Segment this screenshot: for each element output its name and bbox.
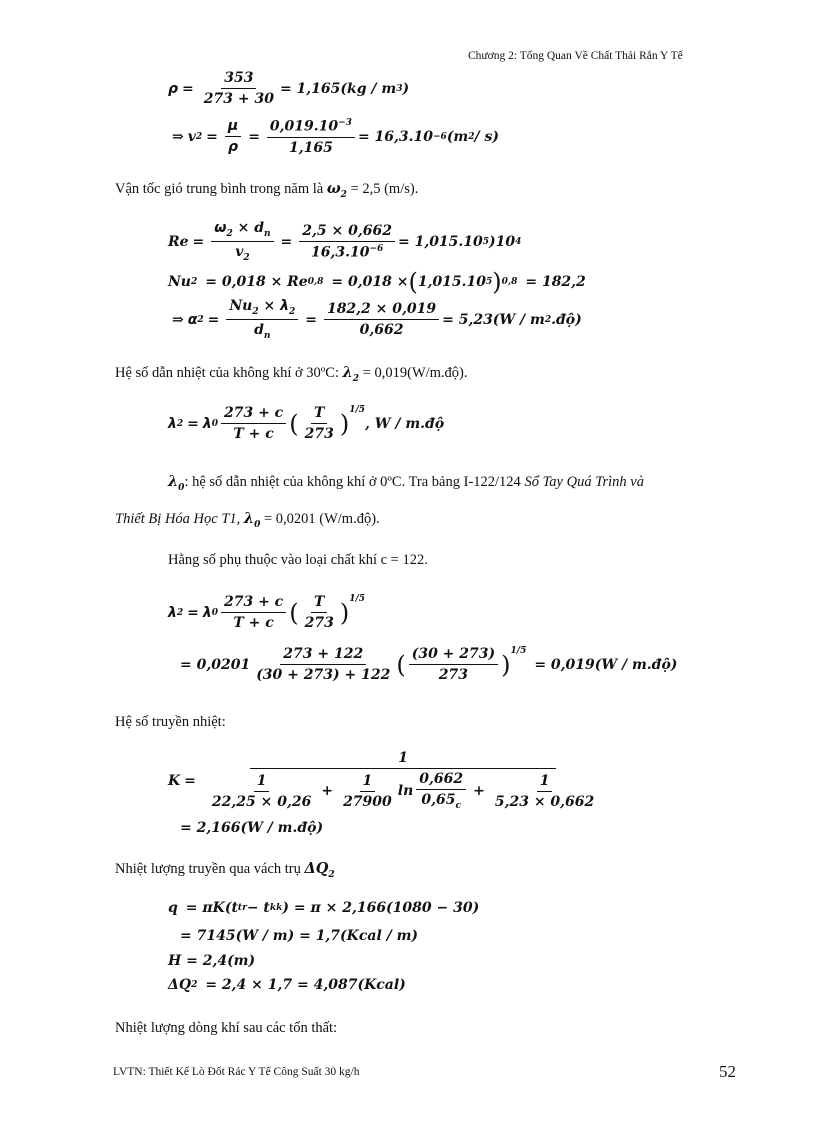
- q-line1: = πK(t: [185, 900, 238, 916]
- l3-den: (30 + 273) + 122: [256, 667, 391, 684]
- k-t1num: 1: [254, 773, 270, 792]
- equation-rho: ρ = $\frac{353}{273 + 30}$ = 1,165(kg / m 3 ): [168, 70, 410, 108]
- k-t1den: 22,25 × 0,26: [211, 793, 312, 810]
- l1-tail: , W / m.độ: [365, 415, 445, 432]
- l2-num: 273 + c: [221, 594, 286, 613]
- nu-exp: 0,8: [307, 277, 324, 287]
- rho-end: ): [402, 80, 410, 97]
- v2-rhs: = 16,3.10: [357, 128, 433, 145]
- a2-num: 182,2 × 0,019: [324, 301, 439, 320]
- page-header: Chương 2: Tổng Quan Về Chất Thải Rắn Y Tế: [468, 50, 683, 62]
- equation-nu: Nu 2 = 0,018 × Re 0,8 = 0,018 × ( 1,015.10 5 ) 0,8 = 182,2: [168, 268, 586, 296]
- a2-den: 0,662: [359, 322, 404, 339]
- equation-q: q = πK(t tr − t kk ) = π × 2,166(1080 − 30): [168, 900, 480, 916]
- l1-exp: 1/5: [349, 405, 366, 415]
- p1-text: Vận tốc gió trung bình trong năm là: [115, 181, 324, 197]
- equation-h: H = 2,4(m): [168, 953, 256, 969]
- equation-q-result: = 7145(W / m) = 1,7(Kcal / m): [180, 928, 419, 944]
- q-line1c: ) = π × 2,166(1080 − 30): [282, 900, 480, 916]
- v2-rhs-exp: −6: [433, 131, 447, 142]
- page-footer: LVTN: Thiết Kế Lò Đốt Rác Y Tế Công Suất 30 kg/h: [113, 1066, 360, 1078]
- rho-exp: 3: [396, 83, 403, 94]
- paragraph-heat-through-wall: Nhiệt lượng truyền qua vách trụ $\Delta Q_2$: [115, 860, 335, 880]
- re-rhs: = 1,015.10: [397, 233, 483, 250]
- equation-k: K = 1 $\frac{1}{22,25 \times 0,26}$ + $\frac{1}{27900}$ ln $\frac{0,662}{0,65_c}$ + $\frac{1}{5,23 \times 0,662}$: [168, 750, 606, 811]
- v2-end-exp: 2: [468, 131, 475, 142]
- nu-inner-exp: 5: [486, 277, 493, 287]
- p4-book: Thiết Bị Hóa Học T1,: [115, 511, 241, 527]
- rho-result: = 1,165(kg / m: [279, 80, 397, 97]
- v2-tail: / s): [474, 128, 500, 145]
- paragraph-after-losses: Nhiệt lượng dòng khí sau các tổn thất:: [115, 1020, 338, 1036]
- k-t3sub: c: [455, 800, 461, 811]
- l2-num2: T: [311, 594, 327, 613]
- l2-den2: 273: [304, 615, 334, 632]
- a2-tail: .độ): [551, 311, 582, 328]
- p4-value: = 0,0201 (W/m.độ).: [263, 511, 380, 527]
- nu-text: = 0,018 × Re: [205, 274, 308, 290]
- re-tail: )10: [489, 233, 516, 250]
- re-tail-exp: 4: [515, 236, 522, 247]
- v2-den: 1,165: [289, 139, 333, 156]
- v2-num-exp: −3: [338, 118, 352, 128]
- k-num: 1: [250, 750, 556, 769]
- p3-text: : hệ số dẫn nhiệt của không khí ở 0ºC. Tra bảng I-122/124: [184, 474, 521, 490]
- equation-lambda-computation: = 0,0201 $\frac{273 + 122}{(30 + 273) + 122}$ ( $\frac{(30 + 273)}{273}$ ) $^{1/5}$ = 0,019(W / m.độ): [180, 646, 678, 684]
- q-line1b: − t: [246, 900, 270, 916]
- nu-inner: 1,015.10: [417, 274, 487, 290]
- p1-value: = 2,5 (m/s).: [350, 181, 419, 197]
- l1-den: T + c: [233, 426, 274, 443]
- paragraph-wind-speed: Vận tốc gió trung bình trong năm là $\omega_2 = 2,5$ (m/s).: [115, 180, 419, 200]
- equation-delta-q: ΔQ 2 = 2,4 × 1,7 = 4,087(Kcal): [168, 977, 406, 993]
- l1-num2: T: [311, 405, 327, 424]
- l3-den2: 273: [438, 667, 469, 684]
- k-t2num: 1: [360, 773, 376, 792]
- paragraph-lambda0: $\lambda_0$: hệ số dẫn nhiệt của không khí ở 0ºC. Tra bảng I-122/124 Sổ Tay Quá Trình và: [168, 473, 644, 493]
- paragraph-book: Thiết Bị Hóa Học T1, $\lambda_0 = 0,0201$ (W/m.độ).: [115, 510, 380, 530]
- re-num: 2,5 × 0,662: [299, 223, 395, 242]
- a2-rhs: = 5,23(W / m: [442, 311, 545, 328]
- l3-rhs: = 0,019(W / m.độ): [534, 656, 678, 673]
- page-number: 52: [719, 1062, 736, 1081]
- k-t4num: 1: [537, 773, 553, 792]
- paragraph-conductivity: Hệ số dẫn nhiệt của không khí ở 30ºC: $\lambda_2$ = 0,019(W/m.độ).: [115, 364, 468, 384]
- v2-end: (m: [446, 128, 469, 145]
- equation-lambda-formula: λ 2 = λ 0 $\frac{273 + c}{T + c}$ ( $\frac{T}{273}$ ) $^{1/5}$ , W / m.độ: [168, 405, 445, 443]
- k-t3den: 0,65: [421, 792, 456, 809]
- l2-den: T + c: [233, 615, 274, 632]
- equation-lambda-formula-2: λ 2 = λ 0 $\frac{273 + c}{T + c}$ ( $\frac{T}{273}$ ) $^{1/5}$: [168, 594, 366, 632]
- re-den: 16,3.10: [310, 244, 370, 261]
- rho-numerator: 353: [221, 70, 256, 89]
- l1-num: 273 + c: [221, 405, 286, 424]
- equation-k-result: = 2,166(W / m.độ): [180, 820, 324, 836]
- k-ln: ln: [397, 783, 414, 800]
- l3-exp: 1/5: [510, 646, 527, 656]
- p3-book: Sổ Tay Quá Trình và: [524, 474, 644, 490]
- equation-v2: ⇒ v 2 = $\frac{\mu}{\rho}$ = $\frac{0,019.10^{-3}}{1,165}$ = 16,3.10 −6 (m 2 / s): [172, 118, 500, 156]
- l3-lead: = 0,0201: [180, 656, 251, 673]
- re-den-exp: −6: [369, 243, 384, 254]
- p2-text: Hệ số dẫn nhiệt của không khí ở 30ºC:: [115, 365, 339, 381]
- rho-denominator: 273 + 30: [203, 91, 274, 108]
- paragraph-constant: Hằng số phụ thuộc vào loại chất khí c = 122.: [168, 552, 428, 568]
- v2-num: 0,019.10: [269, 118, 339, 135]
- re-rhs-exp: 5: [482, 236, 490, 247]
- l3-num2: (30 + 273): [409, 646, 498, 665]
- k-t3num: 0,662: [416, 771, 466, 790]
- nu-mid: = 0,018 ×: [331, 274, 409, 290]
- k-t2den: 27900: [343, 793, 392, 810]
- equation-re: Re = $\frac{\omega_2 \times d_n}{v_2}$ = $\frac{2,5 \times 0,662}{16,3.10^{-6}}$ = 1,015.10 5 )10 4: [168, 220, 522, 263]
- p2-value: = 0,019(W/m.độ).: [362, 365, 468, 381]
- l1-den2: 273: [304, 426, 334, 443]
- a2-rhs-exp: 2: [544, 314, 552, 325]
- k-t4den: 5,23 × 0,662: [494, 793, 595, 810]
- paragraph-heat-transfer: Hệ số truyền nhiệt:: [115, 714, 226, 730]
- nu-rhs: = 182,2: [525, 274, 586, 290]
- nu-outer-exp: 0,8: [501, 277, 518, 287]
- q-line4: = 2,4 × 1,7 = 4,087(Kcal): [205, 977, 406, 993]
- p7-text: Nhiệt lượng truyền qua vách trụ: [115, 861, 301, 877]
- l2-exp: 1/5: [349, 594, 366, 604]
- l3-num: 273 + 122: [280, 646, 366, 665]
- equation-alpha2: ⇒ α 2 = $\frac{Nu_2 \times \lambda_2}{d_n}$ = $\frac{182,2 \times 0,019}{0,662}$ = 5,23(W / m 2 .độ): [172, 298, 582, 341]
